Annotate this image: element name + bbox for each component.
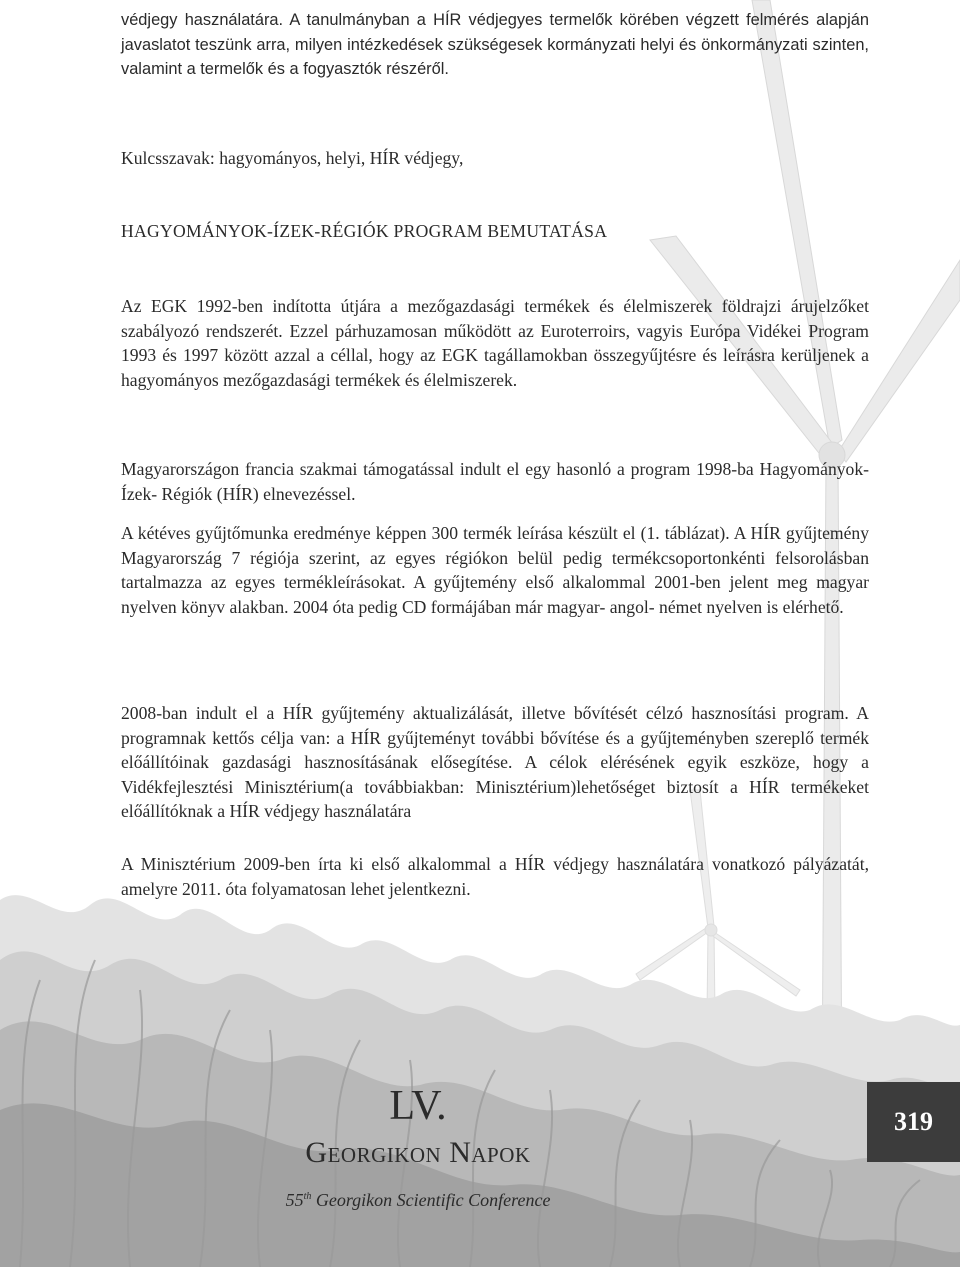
conference-title (0, 1136, 898, 1170)
collection-paragraph: A kétéves gyűjtőmunka eredménye képpen 300 termék leírása készült el (1. táblázat). A HÍR gyűjtemény Magyarország 7 régiója szerint, az egyes régiókon belül pedig termékcsoportonkénti felsorolásban tartalmazza az egyes termékleírásokat. A gyűjtemény első alkalommal 2001-ben jelent meg magyar nyelven könyv alakban. 2004 óta pedig CD formájában már magyar- angol- német nyelven is elérhető. (121, 523, 869, 617)
program-paragraph: 2008-ban indult el a HÍR gyűjtemény aktualizálását, illetve bővítését célzó hasznosítási program. A programnak kettős célja van: a HÍR gyűjteményt további bővítése és a gyűjteményben szereplő termék előállítóinak gazdasági hasznosításának elősegítése. A célok elérésének egyik eszköze, hogy a Vidékfejlesztési Minisztérium(a továbbiakban: Minisztérium)lehetőséget biztosít a HÍR termékeket előállítóknak a HÍR védjegy használatára (121, 703, 869, 821)
conference-subtitle-text: Georgikon Scientific Conference (311, 1190, 551, 1210)
page-number: 319 (894, 1107, 933, 1136)
conference-ordinal: th (303, 1191, 312, 1202)
roman-numeral: LV. (389, 1083, 447, 1129)
egk-paragraph: Az EGK 1992-ben indította útjára a mezőgazdasági termékek és élelmiszerek földrajzi árujelzőket szabályozó rendszerét. Ezzel párhuzamosan működött az Euroterroirs, vagyis Európa Vidékei Program 1993 és 1997 között azzal a céllal, hogy az EGK tagállamokban összegyűjtésre és leírásra kerüljenek a hagyományos mezőgazdasági termékek és élelmiszerek. (121, 296, 869, 390)
conference-title-text: Georgikon Napok (305, 1136, 531, 1169)
section-heading: HAGYOMÁNYOK-ÍZEK-RÉGIÓK PROGRAM BEMUTATÁSA (121, 221, 608, 241)
keywords-line: Kulcsszavak: hagyományos, helyi, HÍR védjegy, (121, 148, 464, 168)
ministry-paragraph: A Minisztérium 2009-ben írta ki első alkalommal a HÍR védjegy használatára vonatkozó pályázatát, amelyre 2011. óta folyamatosan lehet jelentkezni. (121, 854, 869, 899)
page-number-box (867, 1082, 960, 1162)
conference-number: 55 (285, 1190, 304, 1210)
intro-paragraph: védjegy használatára. A tanulmányban a HÍR védjegyes termelők körében végzett felmérés alapján javaslatot teszünk arra, milyen intézkedések szükségesek kormányzati helyi és önkormányzati szinten, valamint a termelők és a fogyasztók részéről. (121, 11, 869, 78)
conference-subtitle (0, 1190, 898, 1211)
hir-intro-paragraph: Magyarországon francia szakmai támogatással indult el egy hasonló a program 1998-ba Hagyományok- Ízek- Régiók (HÍR) elnevezéssel. (121, 459, 869, 504)
